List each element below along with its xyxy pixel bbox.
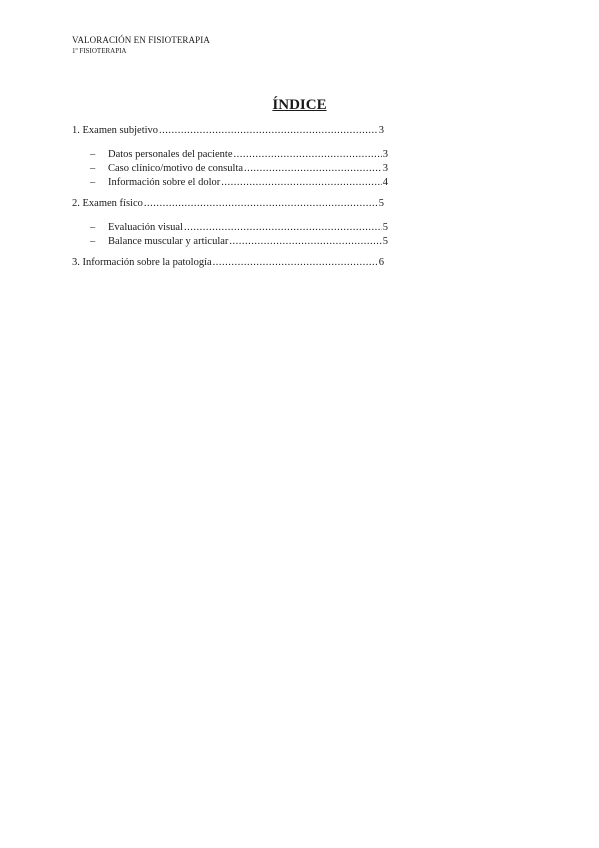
page-title: ÍNDICE (272, 97, 327, 113)
header-course-title: VALORACIÓN EN FISIOTERAPIA (72, 35, 210, 45)
toc-section-2[interactable] (72, 197, 384, 211)
toc-item-label: Evaluación visual (108, 222, 183, 233)
header-course-year: 1º FISIOTERAPIA (72, 47, 127, 55)
toc-section-label: 1. Examen subjetivo (72, 125, 159, 136)
toc-page-number: 5 (382, 236, 388, 247)
toc-bullet: – (90, 163, 96, 174)
table-of-contents (72, 124, 402, 270)
page-header (72, 36, 210, 55)
toc-leader-dots (244, 162, 382, 176)
toc-section-label: 3. Información sobre la patología (72, 257, 212, 268)
toc-bullet: – (90, 236, 96, 247)
toc-leader-dots (159, 124, 378, 138)
toc-item-2-2[interactable] (90, 235, 388, 249)
toc-bullet: – (90, 222, 96, 233)
toc-leader-dots (229, 235, 381, 249)
toc-item-label: Balance muscular y articular (108, 236, 229, 247)
toc-item-label: Información sobre el dolor (108, 177, 221, 188)
toc-page-number: 3 (382, 149, 388, 160)
toc-page-number: 5 (378, 198, 384, 209)
toc-leader-dots (221, 176, 381, 190)
toc-leader-dots (144, 197, 378, 211)
toc-leader-dots (184, 221, 382, 235)
toc-page-number: 6 (378, 257, 384, 268)
toc-item-label: Caso clínico/motivo de consulta (108, 163, 244, 174)
toc-page-number: 3 (378, 125, 384, 136)
toc-page-number: 5 (382, 222, 388, 233)
toc-leader-dots (213, 256, 378, 270)
toc-item-label: Datos personales del paciente (108, 149, 233, 160)
toc-item-1-1[interactable] (90, 148, 388, 162)
toc-item-2-1[interactable] (90, 221, 388, 235)
toc-section-1[interactable] (72, 124, 384, 138)
toc-bullet: – (90, 149, 96, 160)
toc-section-label: 2. Examen físico (72, 198, 143, 209)
toc-section-3[interactable] (72, 256, 384, 270)
toc-item-1-3[interactable] (90, 176, 388, 190)
title-container (0, 96, 599, 114)
toc-page-number: 4 (382, 177, 388, 188)
toc-bullet: – (90, 177, 96, 188)
toc-item-1-2[interactable] (90, 162, 388, 176)
toc-page-number: 3 (382, 163, 388, 174)
toc-leader-dots (234, 148, 382, 162)
